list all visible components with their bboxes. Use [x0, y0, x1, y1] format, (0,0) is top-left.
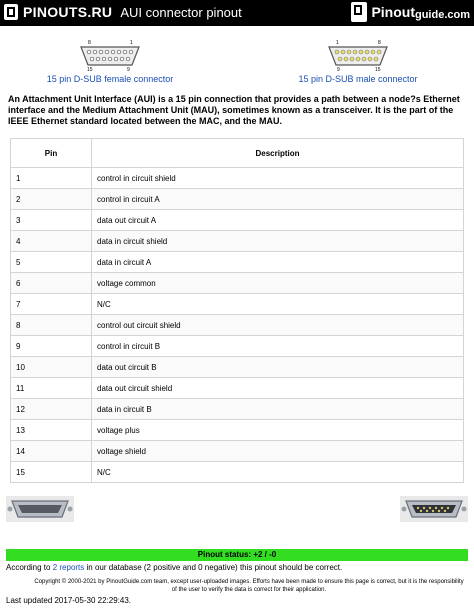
page-title: AUI connector pinout	[120, 4, 242, 20]
reports-link[interactable]: 2 reports	[52, 563, 85, 572]
table-header-row	[11, 139, 464, 168]
female-dsub-connector-icon	[75, 38, 145, 72]
pin-number: 4	[11, 231, 92, 252]
brand-sub-text: guide.com	[414, 9, 470, 21]
female-connector-link[interactable]: 15 pin D-SUB female connector	[46, 74, 174, 84]
description-column-header: Description	[92, 139, 464, 168]
pin-number: 8	[11, 315, 92, 336]
table-row	[11, 441, 464, 462]
table-row	[11, 378, 464, 399]
intro-paragraph: An Attachment Unit Interface (AUI) is a 15 pin connection that provides a path between a node?s Ethernet interface and the Medium Attachment Unit (MAU), sometimes known as a transceiver. It is the part of the IEEE Ethernet standard located between the MAC, and the MAU.	[8, 94, 460, 126]
pin-description: data out circuit B	[92, 357, 464, 378]
pin-description: control in circuit A	[92, 189, 464, 210]
brand-main-text: Pinout	[371, 4, 415, 20]
pin-number: 3	[11, 210, 92, 231]
pin-number: 13	[11, 420, 92, 441]
pin-description: voltage plus	[92, 420, 464, 441]
male-connector-link[interactable]: 15 pin D-SUB male connector	[298, 74, 418, 84]
table-row	[11, 168, 464, 189]
male-dsub-connector-icon	[323, 38, 393, 72]
pin-description: data in circuit B	[92, 399, 464, 420]
pin-description: data out circuit shield	[92, 378, 464, 399]
pin-number: 7	[11, 294, 92, 315]
last-updated: Last updated 2017-05-30 22:29:43.	[6, 596, 131, 605]
pin-number: 10	[11, 357, 92, 378]
pinoutguide-logo[interactable]	[351, 2, 470, 22]
site-header	[0, 0, 474, 26]
pin-description: control out circuit shield	[92, 315, 464, 336]
male-connector-figure	[258, 38, 458, 84]
pin-description: N/C	[92, 294, 464, 315]
pin-description: data in circuit shield	[92, 231, 464, 252]
table-row	[11, 336, 464, 357]
pin-label-bottom-left: 9	[337, 67, 340, 72]
table-row	[11, 252, 464, 273]
table-row	[11, 420, 464, 441]
pin-description: voltage shield	[92, 441, 464, 462]
pin-number: 9	[11, 336, 92, 357]
pin-number: 6	[11, 273, 92, 294]
pin-description: control in circuit shield	[92, 168, 464, 189]
male-connector-photo[interactable]	[400, 496, 468, 522]
pin-label-bottom-left: 15	[87, 67, 93, 72]
pinout-status-bar: Pinout status: +2 / -0	[6, 549, 468, 561]
pinout-table	[10, 138, 464, 483]
pin-description: data in circuit A	[92, 252, 464, 273]
pinoutguide-logo-icon	[351, 2, 367, 22]
table-row	[11, 357, 464, 378]
pin-label-top-left: 1	[336, 40, 339, 46]
pin-label-top-right: 1	[130, 40, 133, 46]
pin-column-header: Pin	[11, 139, 92, 168]
pin-label-bottom-right: 9	[127, 67, 130, 72]
female-connector-figure	[10, 38, 210, 84]
pin-number: 5	[11, 252, 92, 273]
table-row	[11, 315, 464, 336]
pin-description: N/C	[92, 462, 464, 483]
female-connector-photo[interactable]	[6, 496, 74, 522]
pin-description: control in circuit B	[92, 336, 464, 357]
pin-number: 12	[11, 399, 92, 420]
pin-description: voltage common	[92, 273, 464, 294]
pin-number: 15	[11, 462, 92, 483]
pin-number: 1	[11, 168, 92, 189]
site-name[interactable]: PINOUTS.RU	[23, 4, 113, 20]
pin-number: 14	[11, 441, 92, 462]
table-row	[11, 189, 464, 210]
copyright-notice: Copyright © 2000-2021 by PinoutGuide.com team, except user-uploaded images. Efforts have been made to ensure this page is correct, but it is the responsibility of the user to verify the data is correct for their application.	[34, 579, 464, 593]
connector-logo-icon	[4, 4, 18, 20]
reports-prefix: According to	[6, 563, 53, 572]
table-row	[11, 210, 464, 231]
pin-description: data out circuit A	[92, 210, 464, 231]
table-row	[11, 231, 464, 252]
table-row	[11, 399, 464, 420]
table-row	[11, 294, 464, 315]
pin-label-top-left: 8	[88, 40, 91, 46]
pin-number: 2	[11, 189, 92, 210]
pinouts-ru-logo[interactable]	[4, 4, 242, 20]
pin-label-bottom-right: 15	[375, 67, 381, 72]
pin-number: 11	[11, 378, 92, 399]
table-row	[11, 273, 464, 294]
reports-suffix: in our database (2 positive and 0 negative) this pinout should be correct.	[84, 563, 343, 572]
table-row	[11, 462, 464, 483]
pin-label-top-right: 8	[378, 40, 381, 46]
reports-line	[6, 563, 342, 572]
